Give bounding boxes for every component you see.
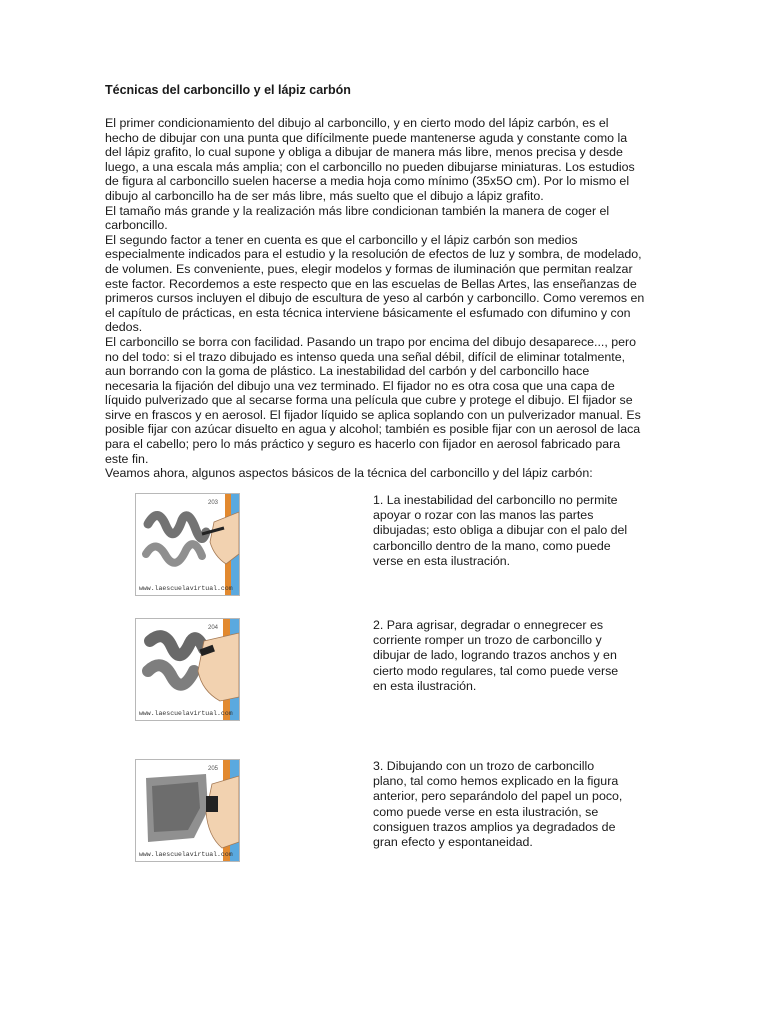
- figure-watermark: www.laescuelavirtual.com: [139, 710, 233, 717]
- paragraph: El segundo factor a tener en cuenta es que el carboncillo y el lápiz carbón son medios especialmente indicados para el estudio y la resolución de efectos de luz y sombra, de modelado, de volumen. Es conveniente, pues, elegir modelos y formas de iluminación que permitan realzar este factor. Recordemos a este respecto que en las escuelas de Bellas Artes, las enseñanzas de primeros cursos incluyen el dibujo de escultura de yeso al carbón y carboncillo. Como veremos en el capítulo de prácticas, en esta técnica interviene básicamente el esfumado con difumino y con dedos.: [105, 232, 645, 335]
- caption-line: gran efecto y espontaneidad.: [373, 835, 533, 850]
- document-page: [105, 82, 645, 481]
- caption-line: cierto modo regulares, tal como puede verse: [373, 663, 619, 678]
- caption-line: 3. Dibujando con un trozo de carboncillo: [373, 759, 595, 773]
- figure-watermark: www.laescuelavirtual.com: [139, 851, 233, 858]
- figure-caption: [373, 493, 628, 569]
- paragraph: El primer condicionamiento del dibujo al carboncillo, y en cierto modo del lápiz carbón, es el hecho de dibujar con una punta que difícilmente puede mantenerse aguda y constante como la del lápiz grafito, lo cual supone y obliga a dibujar de manera más libre, menos precisa y desde luego, a una escala más amplia; con el carboncillo no pueden dibujarse miniaturas. Los estudios de figura al carboncillo suelen hacerse a media hoja como mínimo (35x5O cm). Por lo mismo el dibujo al carboncillo ha de ser más libre, más suelto que el dibujo a lápiz grafito.: [105, 116, 635, 203]
- caption-line: dibujadas; esto obliga a dibujar con el palo del: [373, 523, 628, 538]
- illustration-charcoal-hand: [135, 759, 240, 862]
- figure-watermark: www.laescuelavirtual.com: [139, 585, 233, 592]
- illustration-svg: [136, 619, 239, 720]
- caption-line: en esta ilustración.: [373, 678, 477, 693]
- caption-line: dibujar de lado, logrando trazos anchos y en: [373, 648, 617, 663]
- document-body: [105, 116, 645, 481]
- caption-line: 1. La inestabilidad del carboncillo no permite: [373, 493, 618, 507]
- illustration-charcoal-hand: [135, 618, 240, 721]
- caption-line: consiguen trazos amplios ya degradados de: [373, 819, 616, 834]
- caption-line: corriente romper un trozo de carboncillo y: [373, 633, 602, 648]
- caption-line: plano, tal como hemos explicado en la figura: [373, 774, 619, 789]
- caption-line: como puede verse en esta ilustración, se: [373, 804, 599, 819]
- illustration-svg: [136, 494, 239, 595]
- caption-line: apoyar o rozar con las manos las partes: [373, 508, 594, 523]
- paragraph: El tamaño más grande y la realización más libre condicionan también la manera de coger el carboncillo.: [105, 203, 610, 233]
- figure-page-number: 204: [208, 625, 219, 631]
- caption-line: 2. Para agrisar, degradar o ennegrecer es: [373, 618, 604, 632]
- figure-page-number: 203: [208, 500, 219, 506]
- paragraph: El carboncillo se borra con facilidad. Pasando un trapo por encima del dibujo desaparece..., pero no del todo: si el trazo dibujado es intenso queda una señal débil, difícil de eliminar totalmente, aun borrando con la goma de plástico. La inestabilidad del carbón y del carboncillo hace necesaria la fijación del dibujo una vez terminado. El fijador no es otra cosa que una capa de líquido pulverizado que al secarse forma una película que cubre y protege el dibujo. El fijador se sirve en frascos y en aerosol. El fijador líquido se aplica soplando con un pulverizador manual. Es posible fijar con azúcar disuelto en agua y alcohol; también es posible fijar con un aerosol de laca para el cabello; pero lo más práctico y seguro es hacerlo con fijador en aerosol fabricado para este fin.: [105, 334, 641, 466]
- paragraph: Veamos ahora, algunos aspectos básicos de la técnica del carboncillo y del lápiz carbón:: [105, 466, 593, 481]
- illustration-svg: [136, 760, 239, 861]
- figure-caption: [373, 618, 628, 694]
- document-title: Técnicas del carboncillo y el lápiz carbón: [105, 83, 351, 97]
- figure-caption: [373, 759, 628, 850]
- illustration-charcoal-hand: [135, 493, 240, 596]
- caption-line: carboncillo dentro de la mano, como puede: [373, 538, 611, 553]
- figure-page-number: 205: [208, 766, 219, 772]
- caption-line: anterior, pero separándolo del papel un poco,: [373, 789, 623, 804]
- caption-line: verse en esta ilustración.: [373, 553, 511, 568]
